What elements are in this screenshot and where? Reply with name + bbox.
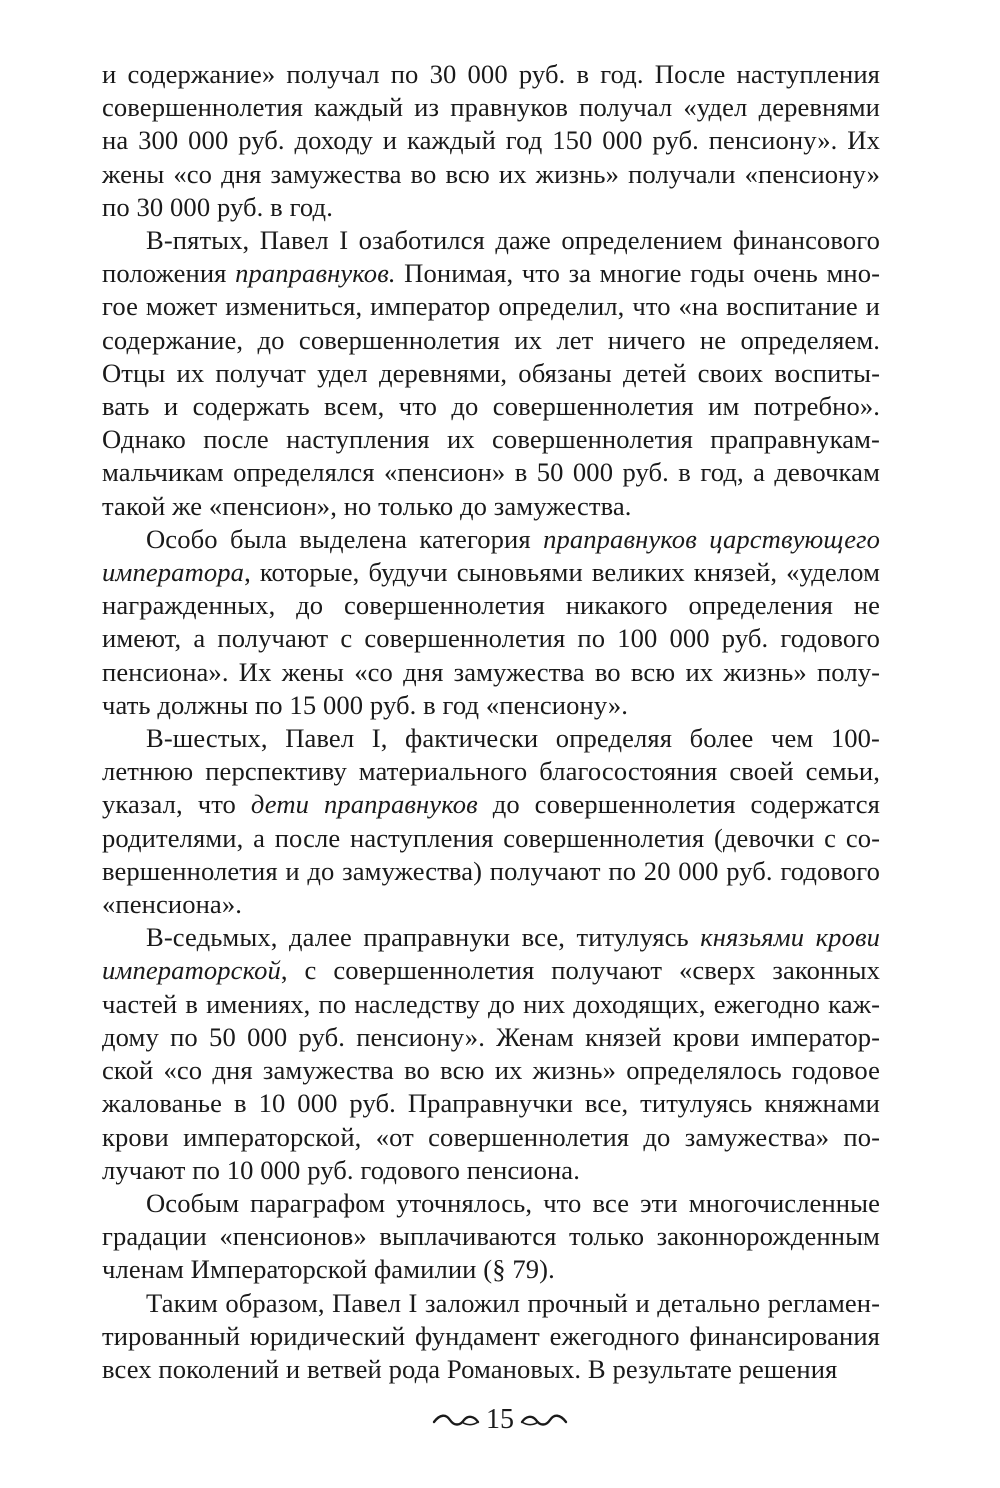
paragraph-6	[102, 1187, 880, 1287]
text-run: Понимая, что за многие годы очень многое может измениться, император определил, что «на воспитание и содержание, до совершеннолетия их лет ничего не определяем. Отцы их получат удел деревнями, обязаны детей своих воспитывать и содержать всем, что до совершеннолетия им потребно». Однако после наступления их совершеннолетия праправнукам-мальчикам определялся «пенсион» в 50 000 руб. в год, а девочкам такой же «пенсион», но только до замужества.	[102, 258, 880, 521]
text-run: , с совершеннолетия получают «сверх законных частей в имениях, по наследству до них доходящих, ежегодно каждому по 50 000 руб. пенсиону». Женам князей крови императорской «со дня замужества во всю их жизнь» определялось годовое жалованье в 10 000 руб. Праправнучки все, титулуясь княжнами крови императорской, «от совершеннолетия до замужества» получают по 10 000 руб. годового пенсиона.	[102, 955, 880, 1185]
page-body	[102, 58, 880, 1386]
paragraph-7	[102, 1287, 880, 1387]
italic-text-run: праправнуков царствующего императора	[102, 523, 880, 588]
page-footer	[0, 1404, 1000, 1436]
paragraph-1	[102, 58, 880, 224]
swash-ornament-left-icon	[432, 1410, 480, 1430]
text-run: Особым параграфом уточнялось, что все эти многочисленные градации «пенсионов» выплачиваются только законнорожденным членам Императорской фамилии (§ 79).	[102, 1187, 880, 1285]
paragraph-4	[102, 722, 880, 921]
text-run: В-седьмых, далее праправнуки все, титулуясь	[146, 922, 701, 953]
text-run: Особо была выделена категория	[146, 523, 544, 554]
italic-text-run: князьями крови императорской	[102, 922, 881, 986]
page-number: 15	[486, 1404, 514, 1435]
paragraph-3	[102, 523, 880, 722]
text-run: В-пятых, Павел I озаботился даже определением финансового положения	[102, 225, 880, 289]
paragraph-5	[102, 921, 880, 1187]
text-run: до совершеннолетия содержатся родителями, а после наступления совершеннолетия (девочки с совершеннолетия и до замужества) получают по 20 000 руб. годового «пенсиона».	[102, 789, 880, 920]
swash-ornament-right-icon	[520, 1410, 568, 1430]
text-run: , которые, будучи сыновьями великих князей, «уделом награжденных, до совершеннолетия никакого определения не имеют, а получают с совершеннолетия по 100 000 руб. годового пенсиона». Их жены «со дня замужества во всю их жизнь» получать должны по 15 000 руб. в год «пенсиону».	[102, 557, 880, 720]
italic-text-run: праправнуков.	[235, 258, 396, 289]
text-run: В-шестых, Павел I, фактически определяя более чем 100-летнюю перспективу материального благосостояния своей семьи, указал, что	[102, 723, 880, 820]
paragraph-2	[102, 224, 880, 523]
text-run: Таким образом, Павел I заложил прочный и детально регламентированный юридический фундамент ежегодного финансирования всех поколений и ветвей рода Романовых. В результате решения	[102, 1287, 880, 1384]
text-run: и содержание» получал по 30 000 руб. в год. После наступления совершеннолетия каждый из правнуков получал «удел деревнями на 300 000 руб. доходу и каждый год 150 000 руб. пенсиону». Их жены «со дня замужества во всю их жизнь» получали «пенсиону» по 30 000 руб. в год.	[102, 59, 880, 222]
italic-text-run: дети праправнуков	[250, 789, 478, 820]
